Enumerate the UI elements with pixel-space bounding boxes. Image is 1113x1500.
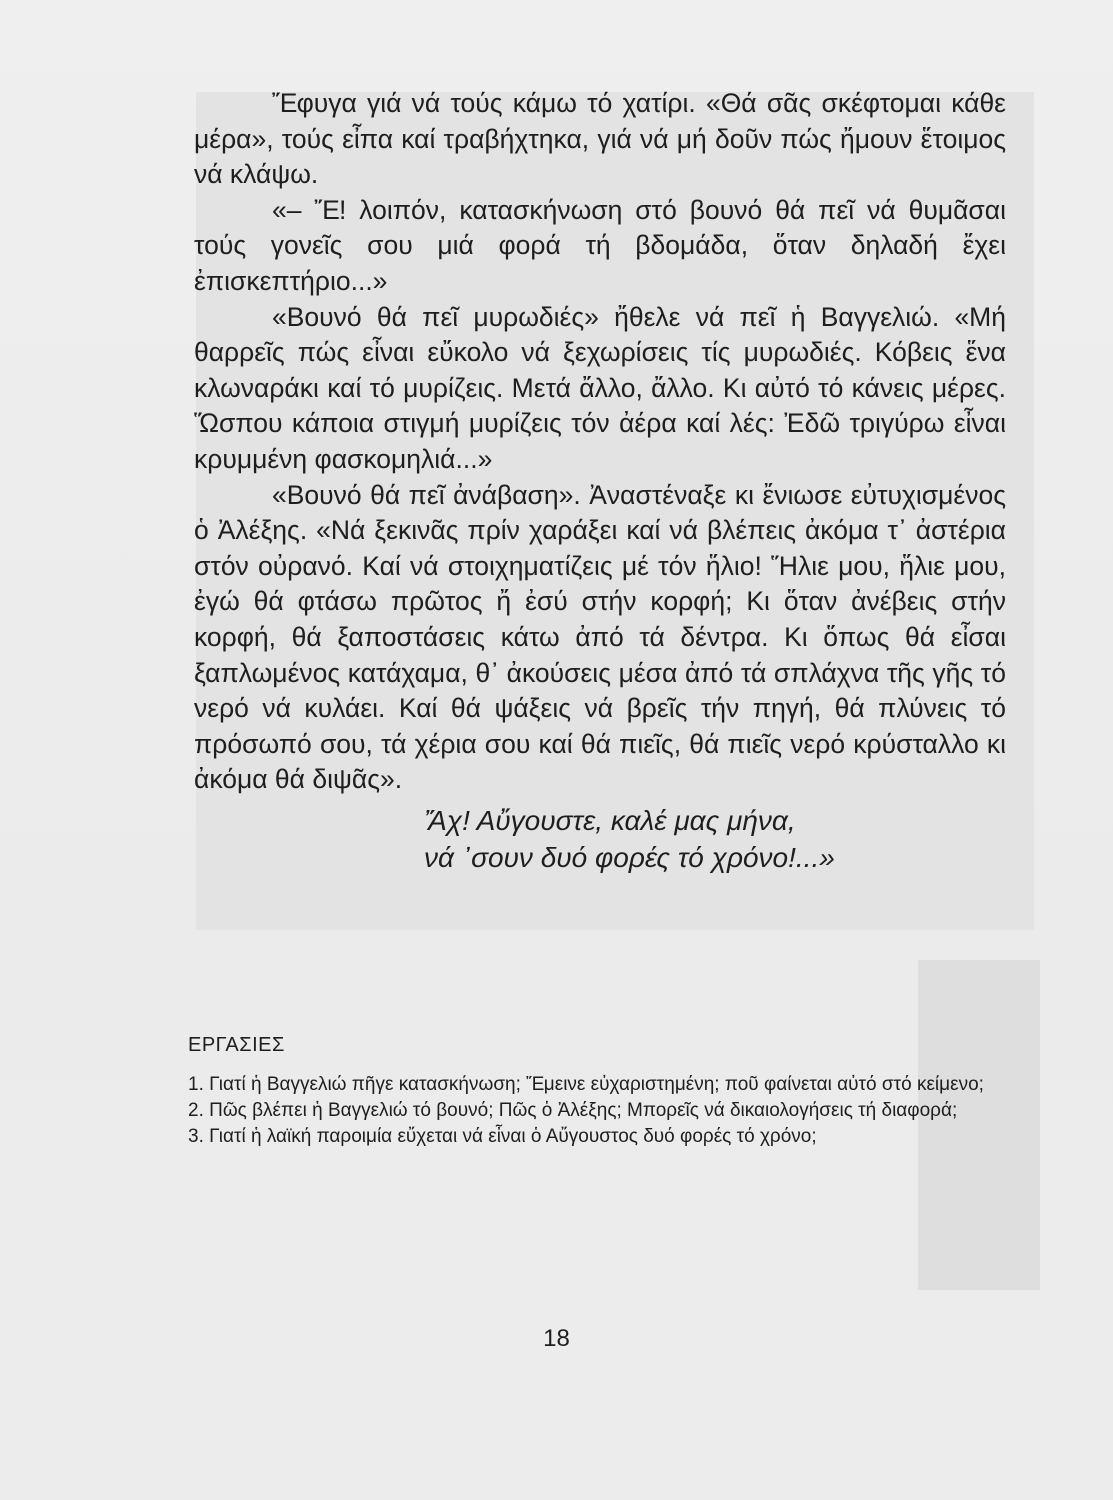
paragraph-2: «– Ἔ! λοιπόν, κατασκήνωση στό βουνό θά πεῖ νά θυμᾶσαι τούς γονεῖς σου μιά φορά τή βδομάδα, ὅταν δηλαδή ἔχει ἐπισκεπτήριο...» [194,194,1006,296]
exercises-title: ΕΡΓΑΣΙΕΣ [188,1034,285,1056]
paragraph-3: «Βουνό θά πεῖ μυρωδιές» ἤθελε νά πεῖ ἡ Βαγγελιώ. «Μή θαρρεῖς πώς εἶναι εὔκολο νά ξεχωρίσεις τίς μυρωδιές. Κόβεις ἕνα κλωναράκι καί τό μυρίζεις. Μετά ἄλλο, ἄλλο. Κι αὐτό τό κάνεις μέρες. Ὥσπου κάποια στιγμή μυρίζεις τόν ἀέρα καί λές: Ἐδῶ τριγύρω εἶναι κρυμμένη φασκομηλιά...» [194,301,1006,474]
story-passage [194,86,1006,876]
exercise-item-2: 2. Πῶς βλέπει ἡ Βαγγελιώ τό βουνό; Πῶς ὁ Ἀλέξης; Μπορεῖς νά δικαιολογήσεις τή διαφορά; [188,1100,958,1121]
closing-verse [194,802,1006,876]
verse-line-1: Ἄχ! Αὔγουστε, καλέ μας μήνα, [424,804,796,836]
verse-line-2: νά ᾽σουν δυό φορές τό χρόνο!...» [424,841,835,873]
exercises-section [188,1032,986,1150]
page-number: 18 [543,1325,570,1352]
paragraph-1: Ἔφυγα γιά νά τούς κάμω τό χατίρι. «Θά σᾶς σκέφτομαι κάθε μέρα», τούς εἶπα καί τραβήχτηκα, γιά νά μή δοῦν πώς ἤμουν ἕτοιμος νά κλάψω. [194,88,1006,190]
exercise-item-3: 3. Γιατί ἡ λαϊκή παροιμία εὔχεται νά εἶναι ὁ Αὔγουστος δυό φορές τό χρόνο; [188,1126,817,1147]
exercise-item-1: 1. Γιατί ἡ Βαγγελιώ πῆγε κατασκήνωση; Ἔμεινε εὐχαριστημένη; ποῦ φαίνεται αὐτό στό κείμενο; [188,1074,984,1095]
paragraph-4: «Βουνό θά πεῖ ἀνάβαση». Ἀναστέναξε κι ἔνιωσε εὐτυχισμένος ὁ Ἀλέξης. «Νά ξεκινᾶς πρίν χαράξει καί νά βλέπεις ἀκόμα τ᾽ ἀστέρια στόν οὐρανό. Καί νά στοιχηματίζεις μέ τόν ἥλιο! Ἥλιε μου, ἥλιε μου, ἐγώ θά φτάσω πρῶτος ἤ ἐσύ στήν κορφή; Κι ὅταν ἀνέβεις στήν κορφή, θά ξαποστάσεις κάτω ἀπό τά δέντρα. Κι ὅπως θά εἶσαι ξαπλωμένος κατάχαμα, θ᾽ ἀκούσεις μέσα ἀπό τά σπλάχνα τῆς γῆς τό νερό νά κυλάει. Καί θά ψάξεις νά βρεῖς τήν πηγή, θά πλύνεις τό πρόσωπό σου, τά χέρια σου καί θά πιεῖς, θά πιεῖς νερό κρύσταλλο κι ἀκόμα θά διψᾶς». [194,479,1006,795]
